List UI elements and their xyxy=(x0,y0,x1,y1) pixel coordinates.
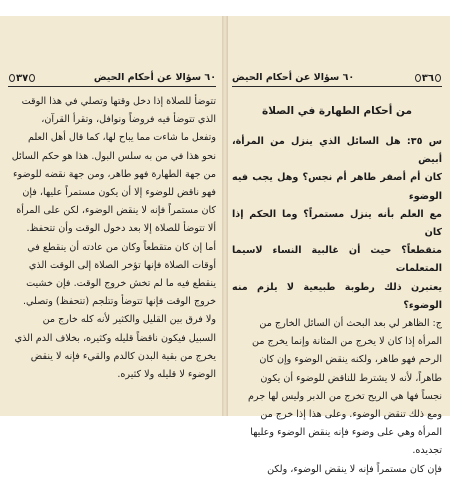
text-line: السبيل فيكون ناقضاً قليله وكثيره، بخلاف الدم الذي xyxy=(14,332,216,344)
text-line: المرأة وهي على وضوء فإنه ينقض الوضوء وعليها xyxy=(250,427,442,439)
text-line: ومع ذلك تنقض الوضوء. وعلى هذا إذا خرج من xyxy=(260,409,442,421)
text-line: ينقطع فيه ما لم تخش خروج الوقت. فإن خشيت xyxy=(26,278,216,290)
text-line: المرأة إذا كان لا يخرج من المثانة وإنما يخرج من xyxy=(252,336,442,348)
question-line: يعتبرن ذلك رطوبة طبيعية لا يلزم منه الوضوء؟ xyxy=(232,281,442,311)
left-page-number: ٣٧ xyxy=(8,73,36,86)
left-page-body xyxy=(8,93,216,384)
text-line: الذي تتوضأ فيه فروضاً ونوافل، وتقرأ القرآن، xyxy=(41,114,216,126)
left-page-header xyxy=(8,60,216,87)
text-line: تتوضأ للصلاة إذا دخل وقتها وتصلي في هذا الوقت xyxy=(21,96,216,107)
question-line: كان أم أصفر طاهر أم نجس؟ وهل يجب فيه الوضوء xyxy=(232,172,442,202)
text-line: يخرج من بقية البدن كالدم والقيء فإنه لا ينقض xyxy=(30,350,216,362)
text-line: كان مستمراً فإنه لا ينقض الوضوء، لكن على المرأة xyxy=(16,205,216,217)
text-line: أما إن كان متقطعاً وكان من عادته أن ينقطع في xyxy=(27,241,216,253)
text-line: فإن كان مستمراً فإنه لا ينقض الوضوء، ولكن xyxy=(267,463,442,475)
left-page xyxy=(0,16,222,416)
question-line: مع العلم بأنه ينزل مستمراً؟ وما الحكم إذا كان xyxy=(232,208,442,239)
text-line: أوقات الصلاة فإنها تؤخر الصلاة إلى الوقت الذي xyxy=(28,259,216,271)
question-line: س ٣٥: هل السائل الذي ينزل من المرأة، أبيض xyxy=(232,136,442,166)
text-line: نجساً فها هي الريح تخرج من الدبر وليس لها جرم xyxy=(247,390,442,402)
text-line: الرحم فهو طاهر، ولكنه ينقض الوضوء وإن كان xyxy=(259,354,442,366)
section-title: من أحكام الطهارة في الصلاة xyxy=(262,105,412,117)
right-page xyxy=(228,16,450,475)
right-page-body xyxy=(232,133,442,479)
text-line: نحو هذا في من به سلس البول. هذا هو حكم السائل xyxy=(11,150,216,162)
text-line: فهو ناقض للوضوء إلا أن يكون مستمراً عليها، فإن xyxy=(22,187,216,199)
text-line: ألا تتوضأ للصلاة إلا بعد دخول الوقت وأن تتحفظ. xyxy=(26,223,216,235)
text-line: خروج الوقت فإنها تتوضأ وتتلجم (تتحفظ) وتصلي. xyxy=(22,296,216,308)
text-line: تجديده. xyxy=(412,445,442,457)
right-page-number: ٣٦ xyxy=(414,73,442,86)
text-line: الوضوء لا قليله ولا كثيره. xyxy=(117,369,216,381)
text-line: ولا فرق بين القليل والكثير لأنه كله خارج من xyxy=(42,314,216,326)
right-header-title: ٦٠ سؤالا عن أحكام الحيض xyxy=(232,72,355,83)
text-line: وتفعل ما شاءت مما يباح لها، كما قال أهل العلم xyxy=(27,132,216,144)
left-header-title: ٦٠ سؤالا عن أحكام الحيض xyxy=(93,72,216,83)
text-line: من جهة الطهارة فهو طاهر، ومن جهة نقضه للوضوء xyxy=(13,168,216,180)
text-line: طاهراً، لأنه لا يشترط للناقض للوضوء أن يكون xyxy=(260,372,442,384)
question-line: متقطعاً؟ حيث أن غالبية النساء لاسيما المتعلمات xyxy=(232,245,442,275)
text-line: ج: الظاهر لي بعد البحث أن السائل الخارج من xyxy=(259,318,442,330)
right-page-header xyxy=(232,60,442,87)
